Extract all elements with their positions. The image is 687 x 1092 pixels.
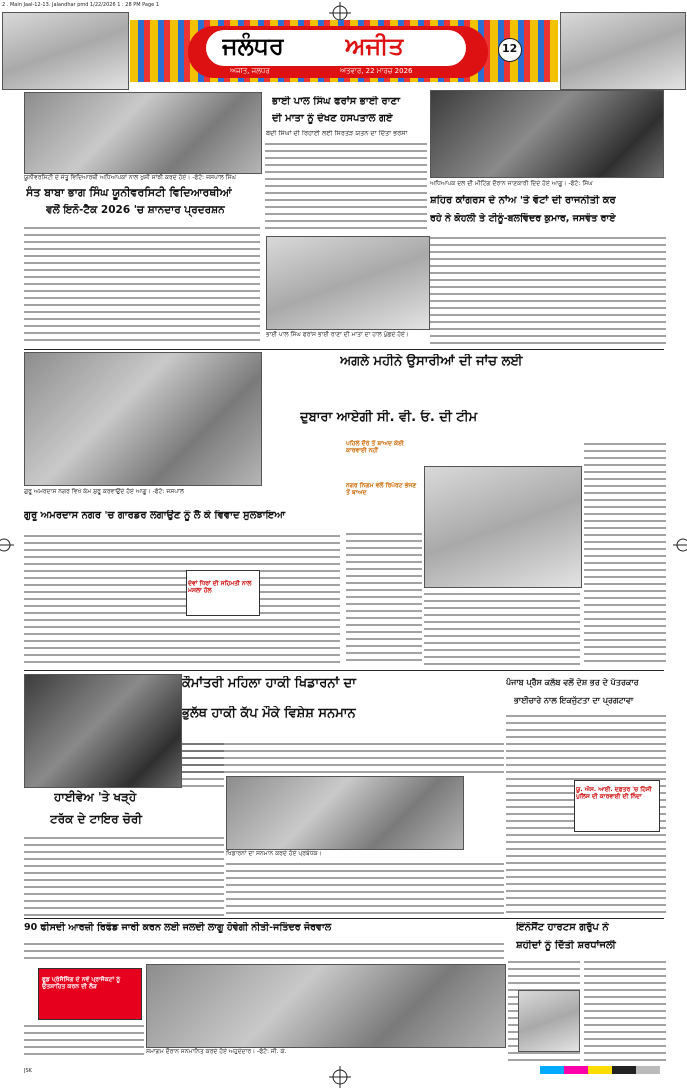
- s9-headline: 90 ਫੀਸਦੀ ਆਰਜ਼ੀ ਰਿਫੰਡ ਜਾਰੀ ਕਰਨ ਲਈ ਜਲਦੀ ਲਾਗੂ ਹੋਵੇਗੀ ਨੀਤੀ-ਜਤਿੰਦਰ ਜੋਰਵਾਲ: [24, 922, 332, 933]
- divider: [24, 349, 664, 350]
- divider: [24, 670, 664, 671]
- s9-caption: ਸਮਾਗਮ ਦੌਰਾਨ ਸਨਮਾਨਿਤ ਕਰਦੇ ਹੋਏ ਅਹੁਦੇਦਾਰ। -ਫੋਟੋ: ਜੀ. ਕੇ.: [146, 1048, 287, 1055]
- s6-caption: ਖਿਡਾਰਨਾਂ ਦਾ ਸਨਮਾਨ ਕਰਦੇ ਹੋਏ ਪ੍ਰਬੰਧਕ।: [226, 850, 322, 857]
- s6-headline-2: ਭੁਲੱਥ ਹਾਕੀ ਕੱਪ ਮੌਕੇ ਵਿਸ਼ੇਸ਼ ਸਨਮਾਨ: [182, 706, 356, 721]
- s9-body-left: [24, 1022, 144, 1060]
- s6-photo: [226, 776, 464, 850]
- s2-caption: ਭਾਈ ਪਾਲ ਸਿੰਘ ਫਰਾਂਸ ਭਾਈ ਰਾਣਾ ਦੀ ਮਾਤਾ ਦਾ ਹਾਲ ਪੁੱਛਦੇ ਹੋਏ।: [266, 331, 409, 338]
- s2-photo: [266, 236, 430, 330]
- s5-body: [24, 532, 340, 666]
- color-bar: [540, 1066, 660, 1074]
- s4-bullet-1: ਪਹਿਲੇ ਦੌਰੇ ਤੋਂ ਬਾਅਦ ਕੋਈ ਕਾਰਵਾਈ ਨਹੀਂ: [346, 440, 404, 454]
- s3-headline-2: ਰਹੇ ਨੇ ਕੋਹਲੀ ਤੇ ਟੀਨੂੰ-ਬਲਵਿੰਦਰ ਕੁਮਾਰ, ਜਸਵੰਤ ਰਾਏ: [430, 213, 616, 224]
- s4-photo: [424, 466, 582, 588]
- s6-headline-1: ਕੌਮਾਂਤਰੀ ਮਹਿਲਾ ਹਾਕੀ ਖਿਡਾਰਨਾਂ ਦਾ: [182, 676, 356, 691]
- s1-photo: [24, 92, 262, 174]
- masthead-date: ਐਤਵਾਰ, 22 ਮਾਰਚ 2026: [340, 68, 413, 75]
- s10-headline-1: ਇੰਨੋਸੈਂਟ ਹਾਰਟਸ ਗਰੁੱਪ ਨੇ: [516, 922, 609, 933]
- s3-photo: [430, 90, 664, 178]
- s4-headline-2: ਦੁਬਾਰਾ ਆਏਗੀ ਸੀ. ਵੀ. ਓ. ਦੀ ਟੀਮ: [300, 410, 478, 425]
- s1-body: [24, 224, 260, 346]
- s8-headline-2: ਟਰੱਕ ਦੇ ਟਾਇਰ ਚੋਰੀ: [50, 812, 142, 826]
- page-number: 12: [502, 42, 518, 55]
- s4-body-left: [346, 530, 422, 666]
- s7-headline-2: ਭਾਈਚਾਰੇ ਨਾਲ ਇਕਜੁੱਟਤਾ ਦਾ ਪ੍ਰਗਟਾਵਾ: [514, 696, 634, 705]
- s8-photo: [24, 674, 182, 788]
- s1-headline-2: ਵਲੋਂ ਇਨੋ-ਟੈਕ 2026 'ਚ ਸ਼ਾਨਦਾਰ ਪ੍ਰਦਰਸ਼ਨ: [46, 204, 225, 216]
- s3-headline-1: ਸ਼ਹਿਰ ਕਾਂਗਰਸ ਦੇ ਨਾਂਅ 'ਤੇ ਵੋਟਾਂ ਦੀ ਰਾਜਨੀਤੀ ਕਰ: [430, 195, 616, 206]
- s3-caption: ਅਧਿਆਪਕ ਦਲ ਦੀ ਮੀਟਿੰਗ ਦੌਰਾਨ ਜਾਣਕਾਰੀ ਦਿੰਦੇ ਹੋਏ ਆਗੂ। -ਫੋਟੋ: ਸਿੰਘ: [430, 180, 593, 187]
- s7-quote: ਯੂ. ਐਸ. ਆਈ. ਦਫ਼ਤਰ 'ਚ ਹਿੰਸੀ ਪੁਲਿਸ ਦੀ ਕਾਰਵਾਈ ਦੀ ਨਿੰਦਾ: [576, 786, 652, 800]
- s4-body-right: [584, 440, 666, 666]
- masthead-subtitle: ਅਜੀਤ, ਜਲੰਧਰ: [230, 68, 270, 75]
- crosshair-icon: [329, 1066, 351, 1088]
- s5-headline: ਗੁਰੂ ਅਮਰਦਾਸ ਨਗਰ 'ਚ ਗਾਰਡਰ ਲਗਾਉਣ ਨੂੰ ਲੈ ਕੇ ਵਿਵਾਦ ਸੁਲਝਾਇਆ: [24, 510, 286, 521]
- footer-code: JSK: [24, 1068, 32, 1074]
- masthead: [0, 12, 687, 90]
- s4-bullet-2: ਨਗਰ ਨਿਗਮ ਵਲੋਂ ਰਿਪੋਰਟ ਭੇਜਣ ਤੋਂ ਬਾਅਦ: [346, 482, 417, 496]
- building-left-image: [2, 12, 129, 90]
- s2-body: [265, 140, 427, 234]
- s10-photo: [518, 990, 580, 1052]
- crosshair-icon: [673, 534, 687, 556]
- s2-headline-2: ਦੀ ਮਾਤਾ ਨੂੰ ਦੇਖਣ ਹਸਪਤਾਲ ਗਏ: [272, 113, 393, 124]
- s9-photo: [146, 964, 506, 1048]
- s6-body-top: [182, 740, 504, 774]
- s9-box-text: ਫੂਡ ਪ੍ਰੋਸੈਸਿੰਗ ਦੇ ਨਵੇਂ ਪ੍ਰਾਜੈਕਟਾਂ ਨੂੰ ਉਤਸ਼ਾਹਿਤ ਕਰਨ ਦੀ ਲੋੜ: [42, 976, 121, 990]
- masthead-title-left: ਜਲੰਧਰ: [222, 32, 284, 60]
- registration-mark-bottom: [329, 1066, 351, 1088]
- s3-body: [430, 234, 666, 346]
- registration-mark-right: [673, 534, 687, 556]
- s2-headline-1: ਭਾਈ ਪਾਲ ਸਿੰਘ ਫਰਾਂਸ ਭਾਈ ਰਾਣਾ: [272, 96, 400, 107]
- s9-body: [24, 940, 504, 962]
- s5-box-text: ਦੋਵਾਂ ਧਿਰਾਂ ਦੀ ਸਹਿਮਤੀ ਨਾਲ ਮਸਲਾ ਹੱਲ: [188, 580, 252, 594]
- s7-headline-1: ਪੰਜਾਬ ਪ੍ਰੈੱਸ ਕਲੱਬ ਵਲੋਂ ਦੇਸ਼ ਭਰ ਦੇ ਪੱਤਰਕਾਰ: [506, 678, 639, 687]
- s6-body: [226, 860, 504, 916]
- s4-headline-1: ਅਗਲੇ ਮਹੀਨੇ ਉਸਾਰੀਆਂ ਦੀ ਜਾਂਚ ਲਈ: [340, 354, 523, 369]
- s10-body-2: [584, 958, 666, 1062]
- s5-caption: ਗੁਰੂ ਅਮਰਦਾਸ ਨਗਰ ਵਿਖੇ ਕੰਮ ਸ਼ੁਰੂ ਕਰਵਾਉਂਦੇ ਹੋਏ ਆਗੂ। -ਫੋਟੋ: ਜਸਪਾਲ: [24, 488, 184, 495]
- crosshair-icon: [0, 534, 14, 556]
- masthead-title-right: ਅਜੀਤ: [345, 32, 404, 60]
- print-slug: 2 . Main Jaal-12-13. Jalandhar pmd 1/22/2026 1 : 28 PM Page 1: [2, 2, 160, 8]
- s2-subheadline: ਬੰਦੀ ਸਿੰਘਾਂ ਦੀ ਰਿਹਾਈ ਲਈ ਸਿਰਤੋੜ ਯਤਨ ਦਾ ਦਿੱਤਾ ਭਰੋਸਾ: [266, 130, 408, 137]
- s10-headline-2: ਸ਼ਹੀਦਾਂ ਨੂੰ ਦਿੱਤੀ ਸ਼ਰਧਾਂਜਲੀ: [516, 940, 616, 951]
- building-right-image: [560, 12, 686, 90]
- s4-body-mid: [424, 590, 580, 666]
- s8-body: [24, 834, 224, 916]
- divider: [24, 918, 664, 919]
- s8-headline-1: ਹਾਈਵੇਅ 'ਤੇ ਖੜ੍ਹੇ: [54, 790, 137, 804]
- s1-caption: ਯੂਨੀਵਰਸਿਟੀ ਦੇ ਜੇਤੂ ਵਿਦਿਆਰਥੀ ਅਧਿਆਪਕਾਂ ਨਾਲ ਖੁਸ਼ੀ ਸਾਂਝੀ ਕਰਦੇ ਹੋਏ। -ਫੋਟੋ: ਜਸਪਾਲ ਸਿੰਘ: [24, 174, 236, 181]
- registration-mark-left: [0, 534, 14, 556]
- s5-photo: [24, 352, 262, 486]
- s1-headline-1: ਸੰਤ ਬਾਬਾ ਭਾਗ ਸਿੰਘ ਯੂਨੀਵਰਸਿਟੀ ਵਿਦਿਆਰਥੀਆਂ: [26, 186, 232, 199]
